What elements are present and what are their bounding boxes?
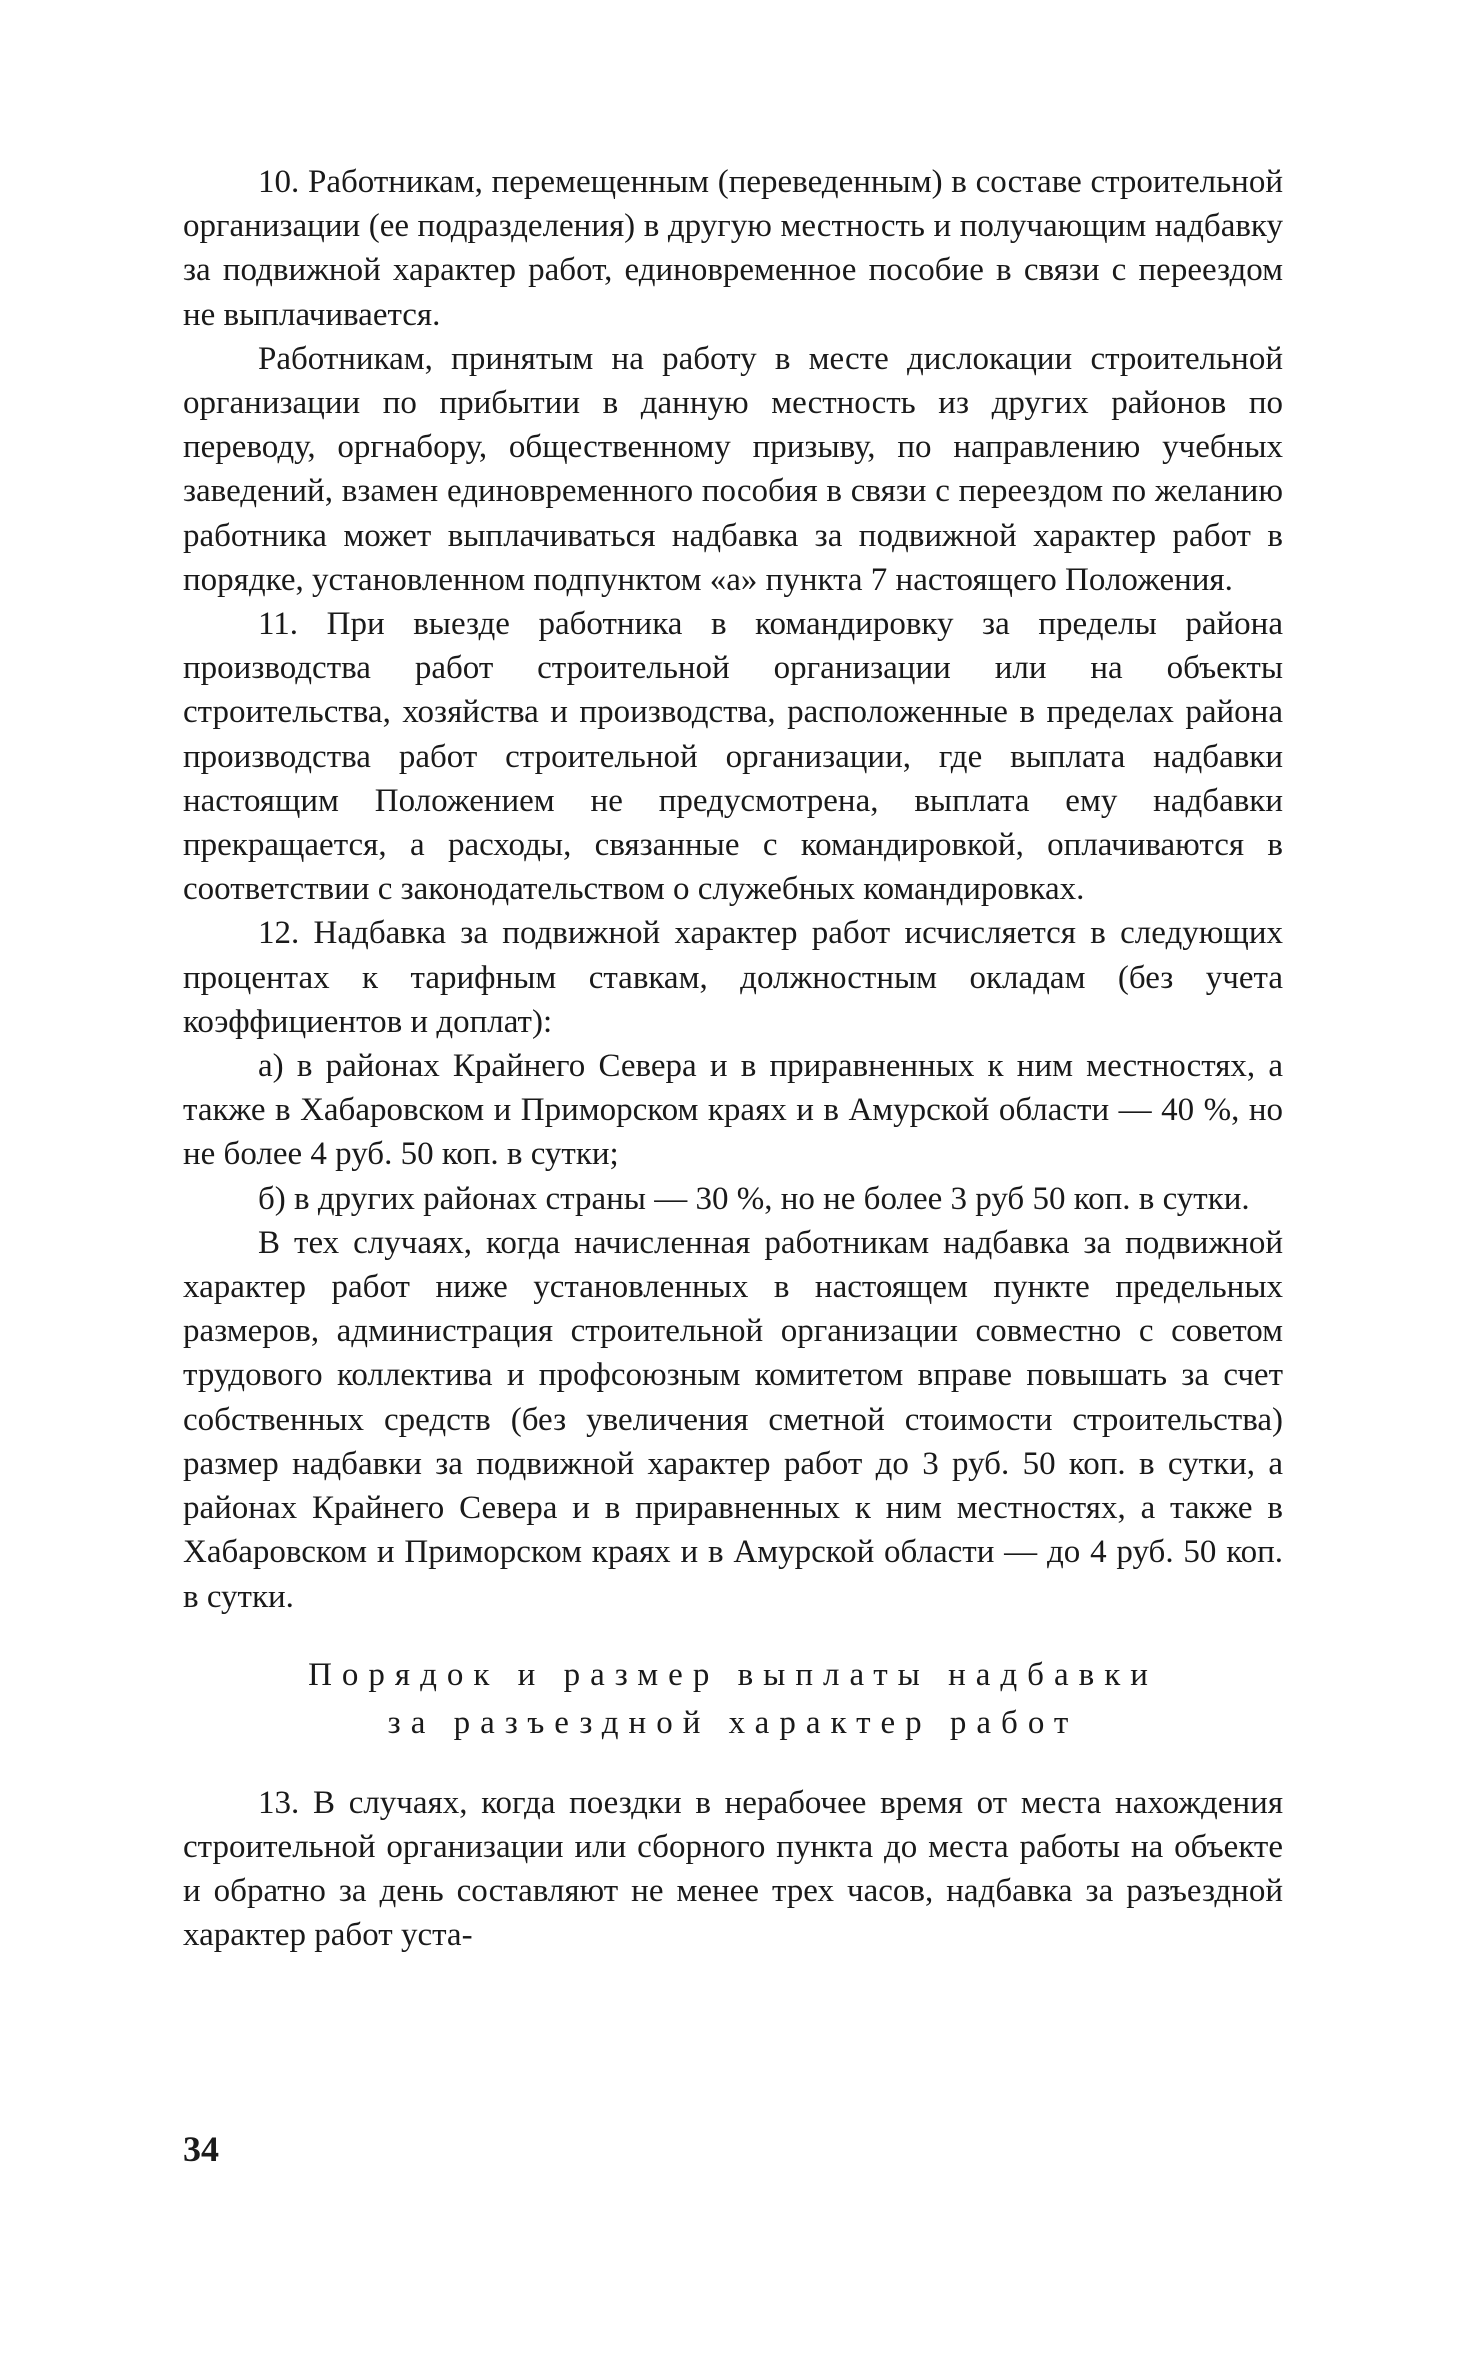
paragraph-10: 10. Работникам, перемещенным (переведенным) в составе строительной организации (ее подразделения) в другую местность и получающим надбавку за подвижной характер работ, единовременное пособие в связи с переездом не выплачивается. bbox=[183, 164, 1283, 333]
paragraph-12-item-b: б) в других районах страны — 30 %, но не более 3 руб 50 коп. в сутки. bbox=[258, 1180, 1250, 1217]
section-heading-line-2: за разъездной характер работ bbox=[387, 1704, 1079, 1741]
paragraph-12: 12. Надбавка за подвижной характер работ исчисляется в следующих процентах к тарифным ставкам, должностным окладам (без учета коэффициентов и доплат): bbox=[183, 915, 1283, 1040]
paragraph-12-note: В тех случаях, когда начисленная работникам надбавка за подвижной характер работ ниже установленных в настоящем пункте предельных размеров, администрация строительной организации совместно с советом трудового коллектива и профсоюзным комитетом вправе повышать за счет собственных средств (без увеличения сметной стоимости строительства) размер надбавки за подвижной характер работ до 3 руб. 50 коп. в сутки, а районах Крайнего Севера и в приравненных к ним местностях, а также в Хабаровском и Приморском краях и в Амурской области — до 4 руб. 50 коп. в сутки. bbox=[183, 1224, 1283, 1615]
page-number: 34 bbox=[183, 2129, 219, 2169]
paragraph-12-item-a: а) в районах Крайнего Севера и в приравненных к ним местностях, а также в Хабаровском и Приморском краях и в Амурской области — 40 %, но не более 4 руб. 50 коп. в сутки; bbox=[183, 1048, 1283, 1173]
paragraph-11: 11. При выезде работника в командировку за пределы района производства работ строительной организации или на объекты строительства, хозяйства и производства, расположенные в пределах района производства работ строительной организации, где выплата надбавки настоящим Положением не предусмотрена, выплата ему надбавки прекращается, а расходы, связанные с командировкой, оплачиваются в соответствии с законодательством о служебных командировках. bbox=[183, 606, 1283, 908]
paragraph-10-continued: Работникам, принятым на работу в месте дислокации строительной организации по прибытии в данную местность из других районов по переводу, оргнабору, общественному призыву, по направлению учебных заведений, взамен единовременного пособия в связи с переездом по желанию работника может выплачиваться надбавка за подвижной характер работ в порядке, установленном подпунктом «а» пункта 7 настоящего Положения. bbox=[183, 340, 1283, 598]
paragraph-13: 13. В случаях, когда поездки в нерабочее время от места нахождения строительной организации или сборного пункта до места работы на объекте и обратно за день составляют не менее трех часов, надбавка за разъездной характер работ уста- bbox=[183, 1784, 1283, 1954]
document-page bbox=[183, 160, 1283, 1958]
section-heading-line-1: Порядок и размер выплаты надбавки bbox=[308, 1656, 1158, 1693]
section-heading bbox=[183, 1651, 1283, 1747]
